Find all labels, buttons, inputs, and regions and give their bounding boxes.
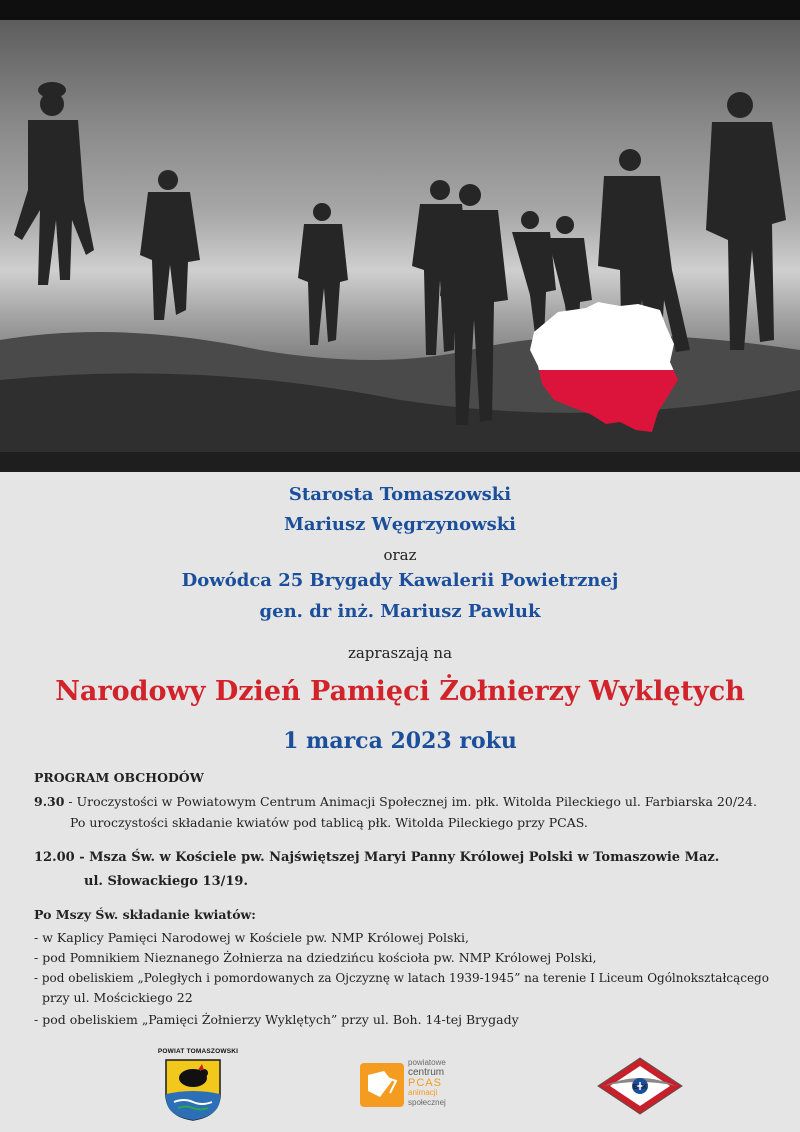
flowers-item: przy ul. Mościckiego 22: [34, 990, 193, 1005]
pcas-word-5: społecznej: [408, 1098, 446, 1107]
pcas-wordmark: [408, 1058, 446, 1108]
flowers-item: - pod obeliskiem „Pamięci Żołnierzy Wyklętych” przy ul. Boh. 14-tej Brygady: [34, 1012, 519, 1027]
event-date: 1 marca 2023 roku: [283, 728, 517, 754]
program-item-2: 12.00 - Msza Św. w Kościele pw. Najświętszej Maryi Panny Królowej Polski w Tomaszowie Maz.: [34, 850, 720, 865]
invite-text: zapraszają na: [347, 644, 453, 662]
program-item-1-text: - Uroczystości w Powiatowym Centrum Animacji Społecznej im. płk. Witolda Pileckiego ul. Farbiarska 20/24.: [64, 794, 757, 809]
cavalry-emblem-letters: B K: [633, 1084, 647, 1091]
program-item-2-line-2: ul. Słowackiego 13/19.: [84, 874, 248, 889]
program-item-1: [34, 792, 784, 812]
program-item-1-line-2: Po uroczystości składanie kwiatów pod tablicą płk. Witolda Pileckiego przy PCAS.: [70, 815, 588, 830]
connector-text: oraz: [383, 546, 417, 564]
pcas-word-4: animacji: [408, 1088, 438, 1097]
organizer-name-1: Mariusz Węgrzynowski: [283, 514, 517, 535]
pcas-word-2: centrum: [408, 1067, 445, 1078]
pcas-word-3: PCAS: [408, 1077, 442, 1089]
pcas-logo-icon: [360, 1063, 404, 1107]
flowers-item: - pod Pomnikiem Nieznanego Żołnierza na dziedzińcu kościoła pw. NMP Królowej Polski,: [34, 950, 597, 965]
organizer-title-1: Starosta Tomaszowski: [288, 484, 512, 505]
historical-soldiers-photo: [0, 20, 800, 452]
program-heading: PROGRAM OBCHODÓW: [34, 770, 204, 785]
event-title: Narodowy Dzień Pamięci Żołnierzy Wyklętych: [55, 676, 745, 707]
flowers-heading: Po Mszy Św. składanie kwiatów:: [34, 907, 256, 922]
flowers-item: - pod obeliskiem „Poległych i pomordowanych za Ojczyznę w latach 1939-1945” na terenie I Liceum Ogólnokształcącego: [34, 971, 769, 985]
top-black-bar: [0, 0, 800, 20]
powiat-label: POWIAT TOMASZOWSKI: [157, 1048, 239, 1055]
flowers-item: - w Kaplicy Pamięci Narodowej w Kościele pw. NMP Królowej Polski,: [34, 930, 469, 945]
poland-map-flag: [528, 300, 688, 440]
powiat-coat-of-arms-icon: [164, 1058, 222, 1122]
organizer-title-2: Dowódca 25 Brygady Kawalerii Powietrznej: [181, 570, 619, 591]
program-item-1-time: 9.30: [34, 794, 65, 809]
organizer-name-2: gen. dr inż. Mariusz Pawluk: [259, 601, 541, 622]
photo-bottom-strip: [0, 452, 800, 472]
pcas-word-1: powiatowe: [408, 1058, 446, 1067]
